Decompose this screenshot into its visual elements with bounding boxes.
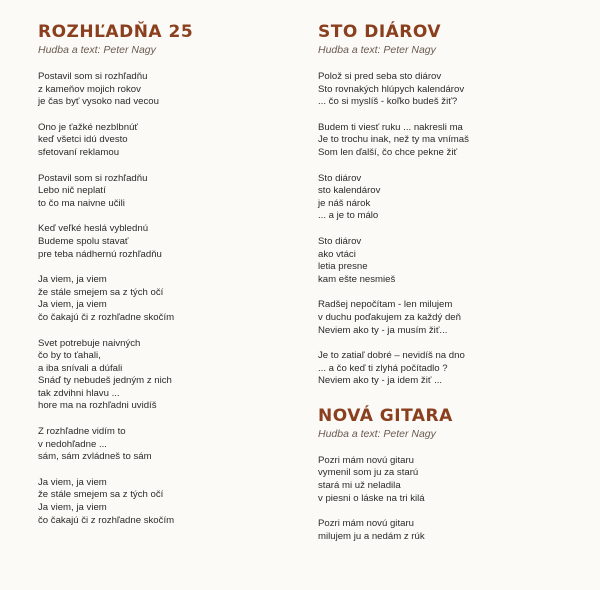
lyric-line: že stále smejem sa z tých očí	[38, 489, 164, 501]
lyric-line: v nedohľadne ...	[38, 438, 107, 450]
song-sto-diarov	[318, 22, 578, 388]
lyric-line: Pozri mám novú gitaru	[318, 518, 414, 530]
stanza	[318, 299, 578, 337]
song-title: STO DIÁROV	[318, 22, 442, 42]
lyric-line: vymenil som ju za starú	[318, 467, 419, 479]
lyric-line: Radšej nepočítam - len milujem	[318, 299, 453, 311]
lyric-line: že stále smejem sa z tých očí	[38, 286, 164, 298]
lyric-line: Snáď ty nebudeš jedným z nich	[38, 375, 172, 387]
stanza	[38, 223, 278, 261]
lyric-line: Pozri mám novú gitaru	[318, 454, 414, 466]
lyric-line: sám, sám zvládneš to sám	[38, 451, 152, 463]
lyric-line: z kameňov mojich rokov	[38, 83, 141, 95]
song-credit: Hudba a text: Peter Nagy	[318, 44, 436, 56]
lyric-line: Sto diárov	[318, 172, 362, 184]
lyric-line: Polož si pred seba sto diárov	[318, 71, 442, 82]
stanza	[318, 122, 578, 160]
stanza	[318, 71, 578, 109]
song-title: ROZHĽADŇA 25	[38, 22, 194, 42]
lyric-line: ako vtáci	[318, 248, 356, 260]
stanza	[318, 455, 578, 505]
lyric-line: letia presne	[318, 261, 368, 273]
lyric-line: Budeme spolu stavať	[38, 235, 129, 247]
lyric-line: Lebo nič neplatí	[38, 185, 106, 197]
lyric-line: ... čo si myslíš - koľko budeš žiť?	[318, 96, 458, 108]
lyric-line: kam ešte nesmieš	[318, 273, 396, 285]
stanza	[38, 426, 278, 464]
lyric-line: Sto rovnakých hlúpych kalendárov	[318, 83, 465, 95]
lyric-line: v piesni o láske na tri kilá	[318, 492, 425, 504]
stanza	[38, 173, 278, 211]
stanza	[38, 477, 278, 527]
lyric-line: čo by to ťahali,	[38, 350, 101, 362]
song-rozhladna	[38, 22, 278, 527]
lyric-line: milujem ju a nedám z rúk	[318, 530, 425, 542]
lyric-line: pre teba nádhernú rozhľadňu	[38, 248, 162, 260]
song-title: NOVÁ GITARA	[318, 405, 453, 426]
lyric-line: Keď veľké heslá vyblednú	[38, 223, 149, 235]
lyric-line: Ja viem, ja viem	[38, 476, 107, 488]
song-credit: Hudba a text: Peter Nagy	[38, 44, 156, 56]
lyric-line: Budem ti viesť ruku ... nakresli ma	[318, 121, 463, 133]
lyric-line: Sto diárov	[318, 235, 362, 247]
left-column	[38, 22, 278, 540]
song-nova-gitara	[318, 406, 578, 544]
stanza	[318, 350, 578, 388]
stanza	[38, 274, 278, 324]
right-column	[318, 22, 578, 556]
lyric-line: hore ma na rozhľadni uvidíš	[38, 400, 157, 412]
lyric-line: Je to trochu inak, než ty ma vnímaš	[318, 134, 469, 146]
lyric-line: je čas byť vysoko nad vecou	[38, 96, 159, 108]
song-credit: Hudba a text: Peter Nagy	[318, 427, 436, 440]
stanza	[38, 338, 278, 414]
lyric-line: v duchu poďakujem za každý deň	[318, 311, 461, 323]
lyric-line: Postavil som si rozhľadňu	[38, 71, 148, 82]
stanza	[318, 518, 578, 543]
stanza	[38, 71, 278, 109]
lyric-line: keď všetci idú dvesto	[38, 134, 128, 146]
stanza	[38, 122, 278, 160]
lyric-line: Ja viem, ja viem	[38, 274, 107, 286]
lyric-line: Postavil som si rozhľadňu	[38, 172, 148, 184]
lyric-line: tak zdvihni hlavu ...	[38, 387, 120, 399]
lyric-line: Som len ďalší, čo chce pekne žiť	[318, 146, 458, 158]
lyric-line: Neviem ako ty - ja musím žiť...	[318, 324, 448, 336]
lyric-line: sto kalendárov	[318, 185, 381, 197]
lyric-line: stará mi už neladila	[318, 480, 401, 492]
lyric-line: ... a čo keď ti zlyhá počítadlo ?	[318, 362, 448, 374]
lyric-line: a iba snívali a dúfali	[38, 362, 123, 374]
lyric-line: Ono je ťažké nezblbnúť	[38, 121, 138, 133]
lyric-line: sfetovaní reklamou	[38, 146, 120, 158]
lyric-line: je náš nárok	[318, 197, 371, 209]
lyric-line: čo čakajú či z rozhľadne skočím	[38, 311, 175, 323]
lyric-line: Ja viem, ja viem	[38, 299, 107, 311]
lyric-line: Z rozhľadne vidím to	[38, 426, 126, 438]
lyric-line: Je to zatiaľ dobré – nevidíš na dno	[318, 350, 465, 362]
lyric-line: Neviem ako ty - ja idem žiť ...	[318, 375, 443, 387]
lyrics	[38, 71, 278, 527]
lyric-line: čo čakajú či z rozhľadne skočím	[38, 514, 175, 526]
lyric-line: to čo ma naivne učili	[38, 197, 125, 209]
stanza	[318, 173, 578, 223]
lyric-line: Ja viem, ja viem	[38, 502, 107, 514]
lyrics	[318, 455, 578, 544]
lyrics	[318, 71, 578, 388]
lyric-line: ... a je to málo	[318, 210, 379, 222]
stanza	[318, 236, 578, 286]
lyric-line: Svet potrebuje naivných	[38, 337, 141, 349]
